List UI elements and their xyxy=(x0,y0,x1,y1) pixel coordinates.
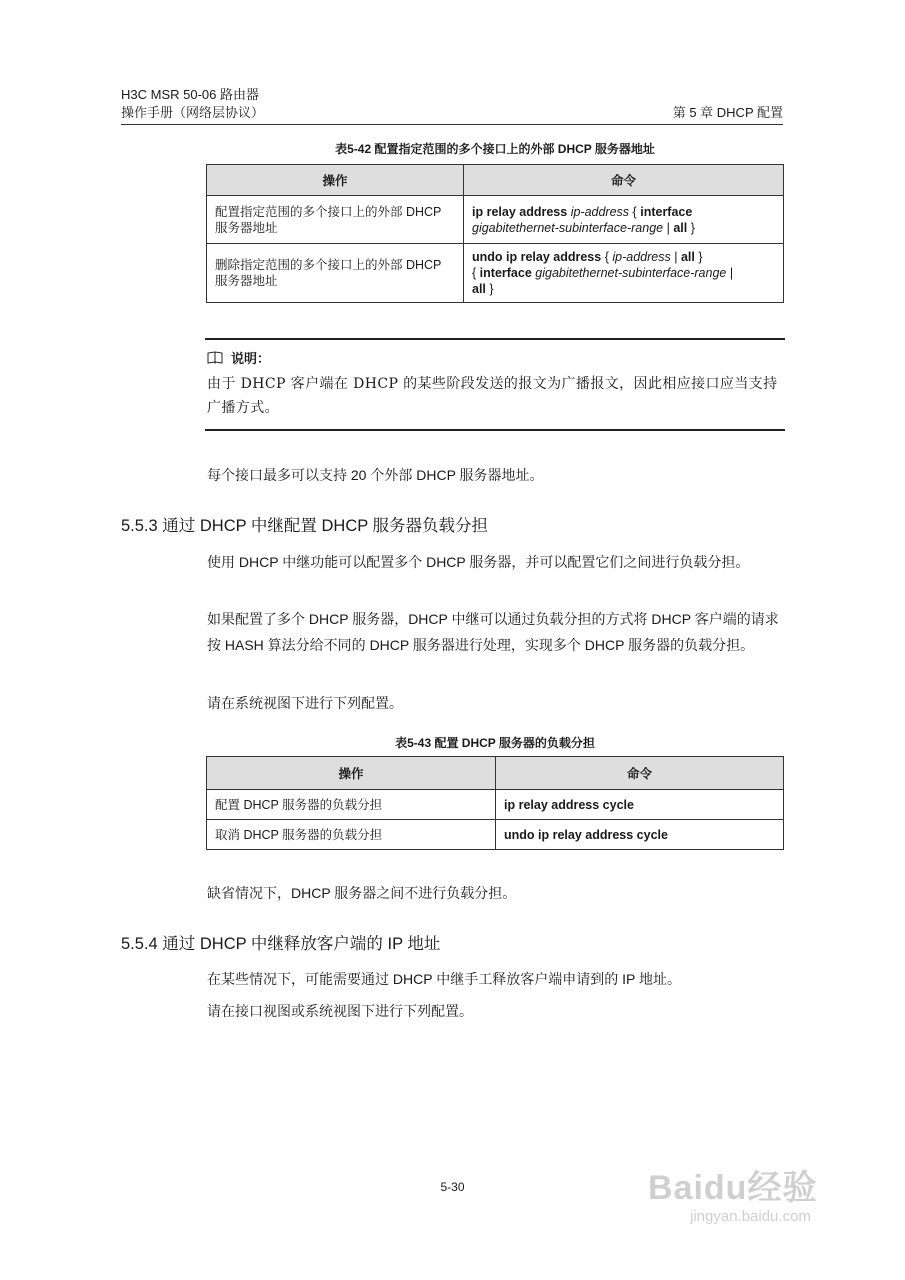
cmd-sym: | xyxy=(729,266,734,280)
op-cell: 删除指定范围的多个接口上的外部 DHCP 服务器地址 xyxy=(207,244,464,303)
section-heading-553: 5.5.3 通过 DHCP 中继配置 DHCP 服务器负载分担 xyxy=(121,517,489,535)
note-bottom-rule xyxy=(205,429,785,431)
cmd-keyword: undo ip relay address xyxy=(472,250,602,264)
watermark-brand: Baidu经验 xyxy=(648,1169,818,1207)
cmd-sym: } xyxy=(698,250,703,264)
cmd-cell xyxy=(464,196,784,244)
cmd-arg: gigabitethernet-subinterface-range xyxy=(535,266,727,280)
note-top-rule xyxy=(205,338,785,340)
cmd-sym: { xyxy=(632,204,637,219)
cmd-sym: | xyxy=(674,250,678,264)
cmd-sym: { xyxy=(604,250,609,264)
para-default: 缺省情况下，DHCP 服务器之间不进行负载分担。 xyxy=(207,885,517,901)
col-cmd-header: 命令 xyxy=(464,165,784,196)
op-cell: 配置指定范围的多个接口上的外部 DHCP 服务器地址 xyxy=(207,196,464,244)
note-text: 由于 DHCP 客户端在 DHCP 的某些阶段发送的报文为广播报文，因此相应接口应当支持广播方式。 xyxy=(207,376,778,416)
col-op-header: 操作 xyxy=(207,757,496,790)
cmd-sym: } xyxy=(690,220,695,235)
book-icon xyxy=(207,351,223,364)
table-row xyxy=(207,820,784,850)
table-header-row xyxy=(207,165,784,196)
col-cmd-header: 命令 xyxy=(496,757,784,790)
section554-p2: 请在接口视图或系统视图下进行下列配置。 xyxy=(207,1003,473,1019)
page-number: 5-30 xyxy=(440,1180,465,1194)
header-product: H3C MSR 50-06 路由器 xyxy=(121,87,259,102)
section-heading-554: 5.5.4 通过 DHCP 中继释放客户端的 IP 地址 xyxy=(121,935,441,953)
section553-p3: 请在系统视图下进行下列配置。 xyxy=(207,695,403,711)
cmd-cell: undo ip relay address cycle xyxy=(496,820,784,850)
table-row xyxy=(207,196,784,244)
table43 xyxy=(206,756,784,850)
para-max-servers: 每个接口最多可以支持 20 个外部 DHCP 服务器地址。 xyxy=(207,467,544,483)
op-cell: 取消 DHCP 服务器的负载分担 xyxy=(207,820,496,850)
cmd-keyword: all xyxy=(680,250,695,264)
cmd-cell: ip relay address cycle xyxy=(496,790,784,820)
table-row xyxy=(207,244,784,303)
cmd-arg: ip-address xyxy=(570,204,630,219)
cmd-keyword: interface xyxy=(640,204,693,219)
table42 xyxy=(206,164,784,303)
op-cell: 配置 DHCP 服务器的负载分担 xyxy=(207,790,496,820)
header-chapter: 第 5 章 DHCP 配置 xyxy=(672,105,783,120)
cmd-keyword: all xyxy=(673,220,688,235)
section553-p2: 如果配置了多个 DHCP 服务器，DHCP 中继可以通过负载分担的方式将 DHCP 客户端的请求按 HASH 算法分给不同的 DHCP 服务器进行处理，实现多个 DHCP 服务器的负载分担。 xyxy=(207,611,779,653)
cmd-cell xyxy=(464,244,784,303)
watermark-url: jingyan.baidu.com xyxy=(690,1208,811,1225)
table-header-row xyxy=(207,757,784,790)
cmd-keyword: all xyxy=(472,282,486,296)
cmd-sym: } xyxy=(489,282,494,296)
table-row xyxy=(207,790,784,820)
cmd-arg: ip-address xyxy=(612,250,671,264)
cmd-sym: | xyxy=(666,220,670,235)
cmd-sym: { xyxy=(472,266,477,280)
note-title: 说明： xyxy=(231,351,271,366)
cmd-arg: gigabitethernet-subinterface-range xyxy=(472,220,664,235)
col-op-header: 操作 xyxy=(207,165,464,196)
header-rule xyxy=(121,124,783,125)
section554-p1: 在某些情况下，可能需要通过 DHCP 中继手工释放客户端申请到的 IP 地址。 xyxy=(207,971,681,987)
section553-p1: 使用 DHCP 中继功能可以配置多个 DHCP 服务器，并可以配置它们之间进行负载分担。 xyxy=(207,554,750,570)
table42-caption: 表5-42 配置指定范围的多个接口上的外部 DHCP 服务器地址 xyxy=(335,142,655,156)
cmd-keyword: ip relay address xyxy=(472,204,568,219)
note-header xyxy=(207,348,270,367)
cmd-keyword: interface xyxy=(479,266,532,280)
table43-caption: 表5-43 配置 DHCP 服务器的负载分担 xyxy=(395,736,595,750)
header-manual: 操作手册（网络层协议） xyxy=(121,105,265,120)
